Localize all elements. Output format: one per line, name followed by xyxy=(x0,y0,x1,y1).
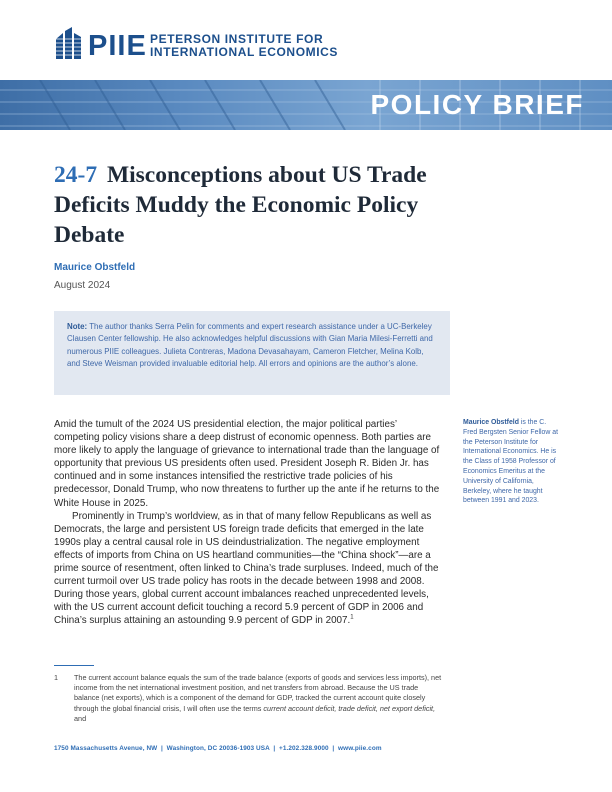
footnote-reference[interactable]: 1 xyxy=(350,615,354,622)
footnote xyxy=(54,673,444,724)
footnote-number: 1 xyxy=(54,673,59,682)
author-name: Maurice Obstfeld xyxy=(54,262,136,273)
footnote-text xyxy=(74,673,444,724)
building-logo-icon xyxy=(54,27,84,61)
author-bio-sidebar xyxy=(463,418,559,506)
paragraph-1: Amid the tumult of the 2024 US presidential election, the major political parties’ competing policy visions share a deep distrust of economic openness. Both parties are more likely to apply the language of grievance to international trade than the language of opportunity that previous US presidents often used. President Joseph R. Biden Jr. has continued and in some instances intensified the restrictive trade policies of his predecessor, Donald Trump, who now threatens to further up the ante if he returns to the White House in 2025. xyxy=(54,419,440,509)
paragraph-2-text: Prominently in Trump’s worldview, as in that of many fellow Republicans as well as Democrats, the large and persistent US foreign trade deficits that emerged in the late 1990s play a central causal role in US deindustrialization. The negative employment effects of imports from China on US heartland communities—the “China shock”—are a prime source of resentment, often linked to China’s trade surpluses. Indeed, much of the current turmoil over US trade policy has roots in the decade between 1998 and 2008. During those years, global current account imbalances reached unprecedented levels, with the US current account deficit touching a record 5.9 percent of GDP in 2006 and China’s surplus attaining an astounding 9.9 percent of GDP in 2007. xyxy=(54,510,439,627)
document-title-text: Misconceptions about US Trade Deficits Muddy the Economic Policy Debate xyxy=(54,162,427,248)
publication-date: August 2024 xyxy=(54,280,111,291)
note-text: The author thanks Serra Pelin for comments and expert research assistance under a UC-Berkeley Clausen Center fellowship. He also acknowledges helpful discussions with Gian Maria Milesi-Ferretti and numerous PIIE colleagues. Julieta Contreras, Madona Devasahayam, Cameron Fletcher, Melina Kolb, and Steve Weisman provided invaluable editorial help. All errors and opinions are the author’s alone. xyxy=(67,322,433,368)
policy-brief-label: POLICY BRIEF xyxy=(370,89,584,120)
author-bio-text: is the C. Fred Bergsten Senior Fellow at the Peterson Institute for International Economics. He is the Class of 1958 Professor of Economics Emeritus at the University of California, Berkeley, where he taught between 1991 and 2023. xyxy=(463,419,558,505)
policy-brief-number: 24-7 xyxy=(54,162,98,188)
logo-wordmark: PIIE xyxy=(88,30,147,62)
organization-name-line1: PETERSON INSTITUTE FOR xyxy=(150,32,324,46)
contact-footer: 1750 Massachusetts Avenue, NW | Washington, DC 20036-1903 USA | +1.202.328.9000 | www.piie.com xyxy=(54,745,382,752)
document-title xyxy=(54,160,474,250)
paragraph-2 xyxy=(54,510,444,628)
body-text xyxy=(54,418,444,628)
acknowledgement-note xyxy=(54,311,450,395)
footnote-divider xyxy=(54,665,94,666)
footnote-text-a: The current account balance equals the sum of the trade balance (exports of goods and services less imports), net income from the net international investment position, and net transfers from abroad. Because the US trade balance (net exports), which is a component of the demand for GDP, tracked the current account quite closely through the global financial crisis, I will often use the terms xyxy=(74,673,442,713)
author-bio-name: Maurice Obstfeld xyxy=(463,419,519,426)
policy-brief-banner xyxy=(0,80,612,130)
piie-logo xyxy=(54,27,354,65)
organization-name xyxy=(150,33,338,59)
footnote-terms: current account deficit, trade deficit, net export deficit, xyxy=(263,703,436,713)
footnote-text-b: and xyxy=(74,713,87,723)
organization-name-line2: INTERNATIONAL ECONOMICS xyxy=(150,45,339,59)
note-label: Note: xyxy=(67,322,88,331)
